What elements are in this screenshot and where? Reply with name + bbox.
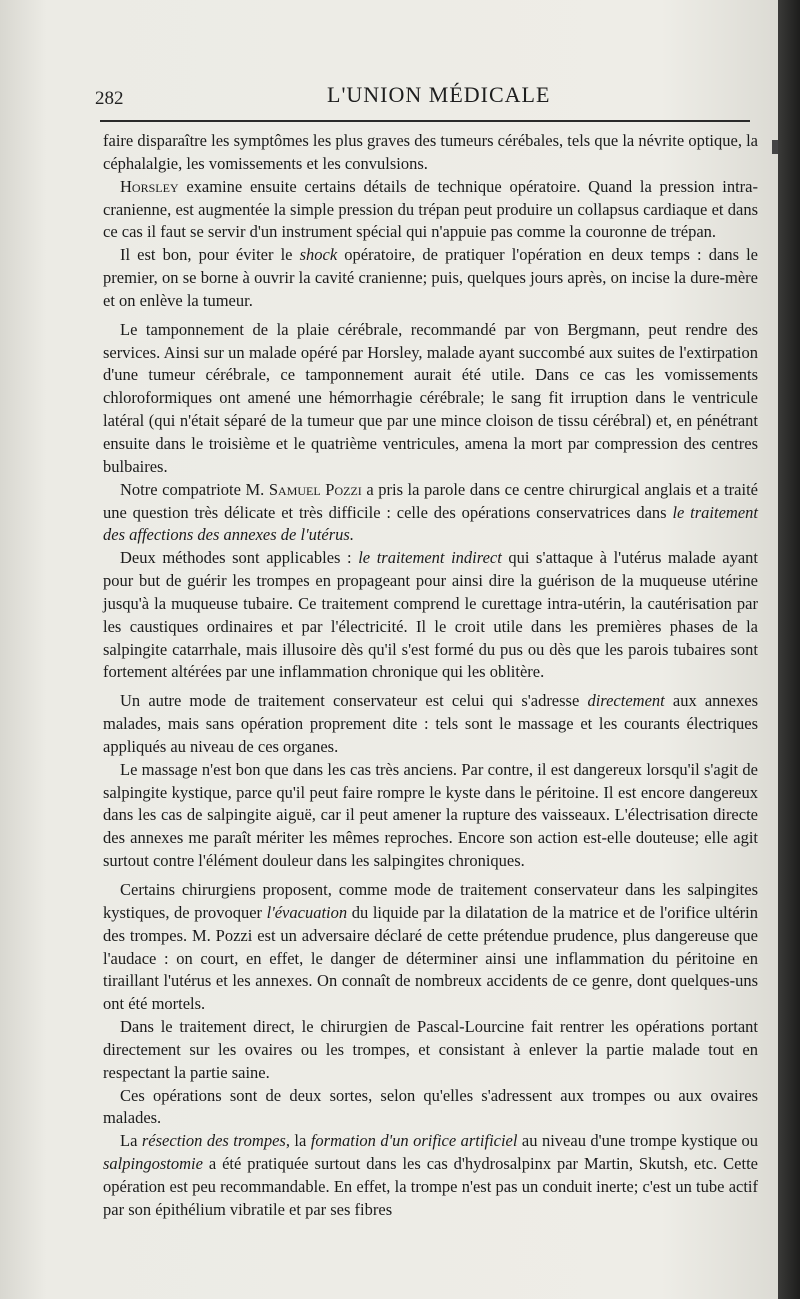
text-run: La	[120, 1131, 142, 1151]
text-run: Un autre mode de traitement conservateur est celui qui s'adresse	[120, 691, 588, 711]
running-title: L'UNION MÉDICALE	[327, 82, 551, 107]
text-run: examine ensuite certains détails de technique opératoire. Quand la pression intra-cranienne, est augmentée la simple pression du trépan peut produire un collapsus cardiaque et dans ce cas il faut se servir d'un instrument spécial qui n'appuie pas comme la couronne de trépan.	[103, 176, 758, 242]
book-spine-shadow	[778, 0, 800, 1299]
text-run: Certains chirurgiens proposent, comme mode de traitement conservateur dans les salpingites kystiques, de provoquer	[103, 880, 758, 922]
page-header	[95, 80, 755, 114]
text-run: Horsley	[120, 176, 179, 196]
text-run: au niveau d'une trompe kystique ou	[517, 1131, 758, 1151]
paragraph-6	[103, 547, 758, 684]
text-run: aux annexes malades, mais sans opération proprement dite : tels sont le massage et les courants électriques appliqués au niveau de ces organes.	[103, 691, 758, 756]
paragraph-3	[103, 244, 758, 313]
text-run: qui s'attaque à l'utérus malade ayant pour but de guérir les trompes en propageant pour ainsi dire la guérison de la muqueuse utérine jusqu'à la muqueuse tubaire. Ce traitement comprend le curettage intra-utérin, la cautérisation par les caustiques ordinaires et par l'électricité. Il le croit utile dans les premières phases de la salpingite catarrhale, mais illusoire dès qu'il s'est formé du pus ou dès que les parois tubaires sont fortement altérées par une inflammation chronique qui les oblitère.	[103, 548, 758, 682]
body-text	[103, 130, 758, 1222]
text-run: du liquide par la dilatation de la matrice et de l'orifice ultérin des trompes. M. Pozzi est un adversaire déclaré de cette prétendue prudence, plus dangereuse que l'audace : on court, en effet, le danger de déterminer ainsi une inflammation du péritoine en tiraillant l'utérus et les annexes. On connaît de nombreux accidents de ce genre, dont quelques-uns ont été mortels.	[103, 902, 758, 1014]
text-run: shock	[299, 245, 338, 265]
paragraph-11	[103, 1085, 758, 1131]
paragraph-2	[103, 176, 758, 245]
paragraph-7	[103, 690, 758, 759]
text-run: résection des trompes	[141, 1131, 286, 1151]
text-run: Samuel Pozzi	[268, 479, 362, 499]
text-run: le traitement indirect	[358, 548, 502, 568]
paragraph-8	[103, 759, 758, 873]
text-run: directement	[587, 691, 665, 711]
page-number: 282	[95, 88, 124, 109]
text-run: Dans le traitement direct, le chirurgien de Pascal-Lourcine fait rentrer les opérations portant directement sur les ovaires ou les trompes, et consistant à enlever la partie malade tout en respectant la partie saine.	[103, 1017, 758, 1082]
paragraph-4	[103, 319, 758, 479]
text-run: formation d'un orifice artificiel	[310, 1131, 518, 1151]
text-run: le traitement des affections des annexes de l'utérus.	[103, 502, 759, 545]
text-run: faire disparaître les symptômes les plus graves des tumeurs cérébales, tels que la névrite optique, la céphalalgie, les vomissements et les convulsions.	[103, 131, 758, 173]
paragraph-10	[103, 1016, 758, 1085]
text-run: Deux méthodes sont applicables :	[120, 548, 359, 568]
text-run: l'évacuation	[266, 902, 348, 922]
text-run: opératoire, de pratiquer l'opération en deux temps : dans le premier, on se borne à ouvrir la cavité cranienne; puis, quelques jours après, on incise la dure-mère et on enlève la tumeur.	[103, 245, 758, 310]
paragraph-1	[103, 130, 758, 176]
text-run: Ces opérations sont de deux sortes, selon qu'elles s'adressent aux trompes ou aux ovaires malades.	[103, 1085, 758, 1128]
text-run: a été pratiquée surtout dans les cas d'hydrosalpinx par Martin, Skutsh, etc. Cette opération est peu recommandable. En effet, la trompe n'est pas un conduit inerte; c'est un tube actif par son épithélium vibratile et par ses fibres	[103, 1154, 758, 1219]
text-run: , la	[285, 1131, 311, 1151]
text-run: Le tamponnement de la plaie cérébrale, recommandé par von Bergmann, peut rendre des services. Ainsi sur un malade opéré par Horsley, malade ayant succombé aux suites de l'extirpation d'une tumeur cérébrale, ce tamponnement aurait été utile. Dans ce cas les vomissements chloroformiques ont amené une hémorrhagie cérébrale; le sang fit irruption dans le ventricule latéral (qui n'était séparé de la tumeur que par une mince cloison de tissu cérébral) et, en pénétrant ensuite dans le troisième et le quatrième ventricules, amena la mort par compression des centres bulbaires.	[103, 319, 758, 476]
header-rule	[100, 120, 750, 122]
text-run: a pris la parole dans ce centre chirurgical anglais et a traité une question très délicate et très difficile : celle des opérations conservatrices dans	[103, 479, 758, 522]
text-run: salpingostomie	[103, 1154, 203, 1174]
text-run: Il est bon, pour éviter le	[120, 245, 300, 265]
text-run: Le massage n'est bon que dans les cas très anciens. Par contre, il est dangereux lorsqu'il s'agit de salpingite kystique, parce qu'il peut faire rompre le kyste dans le péritoine. Il est encore dangereux dans les cas de salpingite aiguë, car il peut amener la rupture des vaisseaux. L'électrisation directe des annexes me paraît mériter les mêmes reproches. Encore son action est-elle douteuse; elle agit surtout contre l'élément douleur dans les salpingites chroniques.	[103, 759, 758, 871]
paragraph-5	[103, 479, 758, 548]
text-run: Notre compatriote M.	[120, 479, 269, 499]
paragraph-12	[103, 1130, 758, 1221]
paragraph-9	[103, 879, 758, 1016]
